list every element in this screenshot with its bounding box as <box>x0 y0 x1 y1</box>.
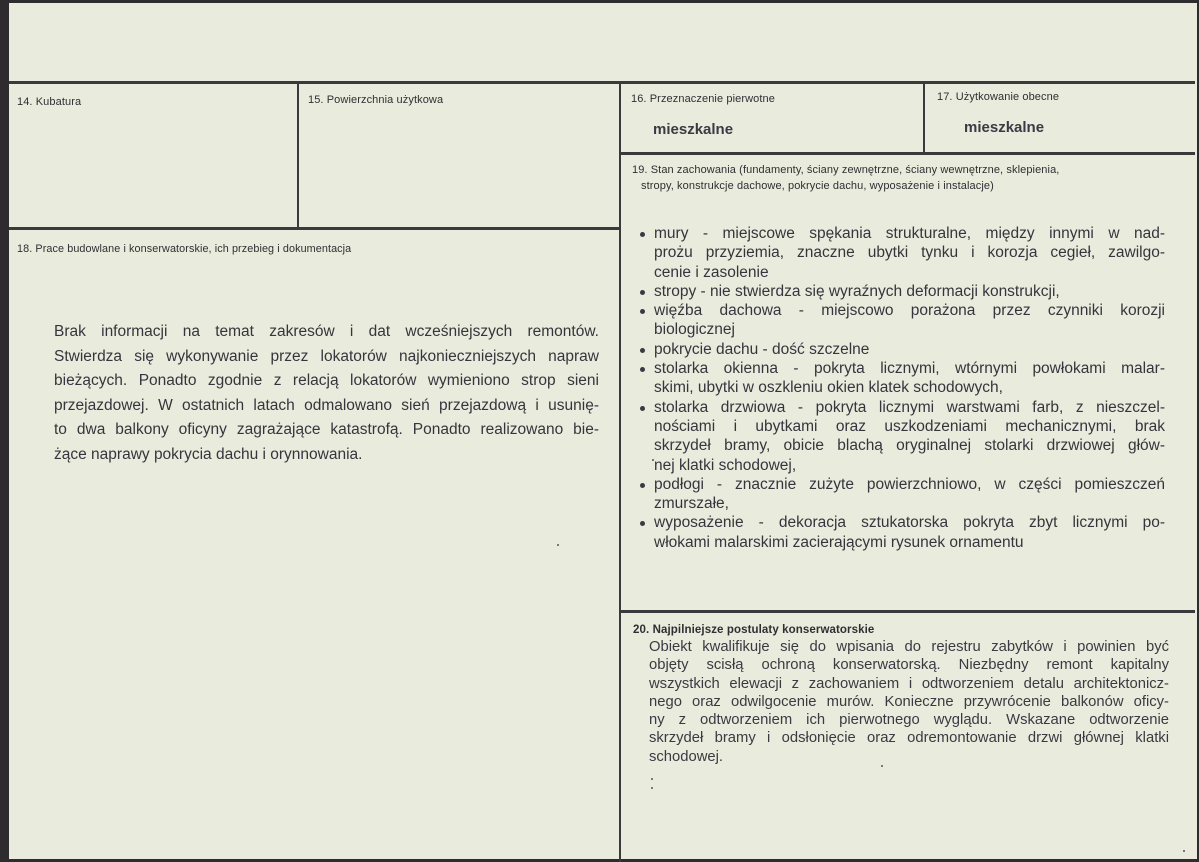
list-item <box>640 224 1165 282</box>
field-18-label: 18. Prace budowlane i konserwatorskie, ich przebieg i dokumentacja <box>17 243 352 255</box>
text-line: stolarka okienna - pokryta licznymi, wtórnymi powłokami malar- <box>654 360 1165 378</box>
bullet-icon <box>640 348 645 353</box>
scan-speck <box>651 778 653 780</box>
bullet-icon <box>640 232 645 237</box>
scan-speck <box>652 459 654 461</box>
field-18-text <box>54 320 599 467</box>
rule-below-14-15 <box>9 227 620 230</box>
text-line: żące naprawy pokrycia dachu i orynnowania. <box>54 445 363 463</box>
divider-14-15 <box>297 82 299 229</box>
list-item <box>640 340 1165 359</box>
field-16-value: mieszkalne <box>653 121 734 138</box>
list-item <box>640 398 1165 475</box>
text-line: bieżących. Ponadto zgodnie z relacją lokatorów wymieniono strop sieni <box>54 372 599 389</box>
scan-speck <box>651 787 653 789</box>
text-line: skrzydeł bramy, obicie blachą oryginalnej stolarki drzwiowej głów- <box>654 437 1165 455</box>
text-line: to dwa balkony oficyny zagrażające katastrofą. Ponadto realizowano bie- <box>54 421 599 438</box>
text-line: stropy - nie stwierdza się wyraźnych deformacji konstrukcji, <box>654 282 1060 300</box>
field-16-label: 16. Przeznaczenie pierwotne <box>631 93 775 105</box>
field-20-label: 20. Najpilniejsze postulaty konserwatorskie <box>633 624 875 636</box>
list-item <box>640 475 1165 514</box>
text-line: wyposażenie - dekoracja sztukatorska pokryta zbyt licznymi po- <box>654 514 1165 532</box>
list-item <box>640 359 1165 398</box>
scan-speck <box>557 544 559 546</box>
text-line: pokrycie dachu - dość szczelne <box>654 340 870 358</box>
text-line: skimi, ubytki w oszkleniu okien klatek schodowych, <box>654 379 1003 397</box>
field-15-label: 15. Powierzchnia użytkowa <box>308 94 444 106</box>
list-item <box>640 513 1165 552</box>
rule-above-20 <box>620 610 1195 613</box>
text-line: Stwierdza się wykonywanie przez lokatorów najkonieczniejszych napraw <box>54 347 599 365</box>
text-line: nościami i ubytkami oraz uszkodzeniami mechanicznymi, brak <box>654 417 1165 435</box>
text-line: stolarka drzwiowa - pokryta licznymi warstwami farb, z nieszczel- <box>654 398 1165 416</box>
text-line: ny z odtworzeniem ich pierwotnego wyglądu. Wskazane odtworzenie <box>649 712 1169 729</box>
text-line: włokami malarskimi zacierającymi rysunek ornamentu <box>654 533 1024 551</box>
text-line: Obiekt kwalifikuje się do wpisania do rejestru zabytków i powinien być <box>649 639 1169 655</box>
text-line: mury - miejscowe spękania strukturalne, między innymi w nad- <box>654 225 1165 242</box>
text-line: schodowej. <box>649 748 724 765</box>
top-rule <box>9 81 1195 84</box>
field-19-label-line1: 19. Stan zachowania (fundamenty, ściany zewnętrzne, ściany wewnętrzne, sklepienia, <box>632 164 1060 176</box>
text-line: więźba dachowa - miejscowo porażona przez czynniki korozji <box>654 302 1165 320</box>
list-item <box>640 282 1165 301</box>
list-item <box>640 301 1165 340</box>
scan-speck <box>881 765 883 767</box>
scan-speck <box>1183 850 1185 852</box>
bullet-icon <box>640 290 645 295</box>
text-line: objęty scisłą ochroną konserwatorską. Niezbędny remont kapitalny <box>649 657 1169 674</box>
divider-16-17 <box>923 82 925 153</box>
text-line: prożu przyziemia, znaczne ubytki tynku i korozja cegieł, zawilgo- <box>654 244 1165 262</box>
bullet-icon <box>640 521 645 526</box>
bullet-icon <box>640 406 645 411</box>
text-line: zmurszałe, <box>654 495 729 513</box>
field-17-value: mieszkalne <box>964 119 1045 136</box>
text-line: biologicznej <box>654 321 735 339</box>
field-20-text <box>649 638 1169 766</box>
text-line: podłogi - znacznie zużyte powierzchniowo, w części pomieszczeń <box>654 475 1165 493</box>
field-17-label: 17. Użytkowanie obecne <box>937 91 1060 103</box>
text-line: wszystkich elewacji z zachowaniem i odtworzeniem detalu architektonicz- <box>649 675 1169 692</box>
text-line: cenie i zasolenie <box>654 263 769 281</box>
field-19-label-line2: stropy, konstrukcje dachowe, pokrycie dachu, wyposażenie i instalacje) <box>641 180 994 192</box>
bullet-icon <box>640 367 645 372</box>
field-14-label: 14. Kubatura <box>17 96 82 108</box>
text-line: Brak informacji na temat zakresów i dat wcześniejszych remontów. <box>54 323 599 340</box>
text-line: nej klatki schodowej, <box>654 456 797 474</box>
divider-main-column <box>619 82 621 862</box>
text-line: przejazdowej. W ostatnich latach odmalowano sień przejazdową i usunię- <box>54 396 599 414</box>
rule-below-16-17 <box>620 152 1195 155</box>
bullet-icon <box>640 309 645 314</box>
condition-list <box>640 224 1165 552</box>
bullet-icon <box>640 483 645 488</box>
text-line: nego oraz odwilgocenie murów. Konieczne przywrócenie balkonów oficy- <box>649 693 1169 710</box>
text-line: skrzydeł bramy i odsłonięcie oraz odremontowanie drzwi głównej klatki <box>649 730 1169 747</box>
